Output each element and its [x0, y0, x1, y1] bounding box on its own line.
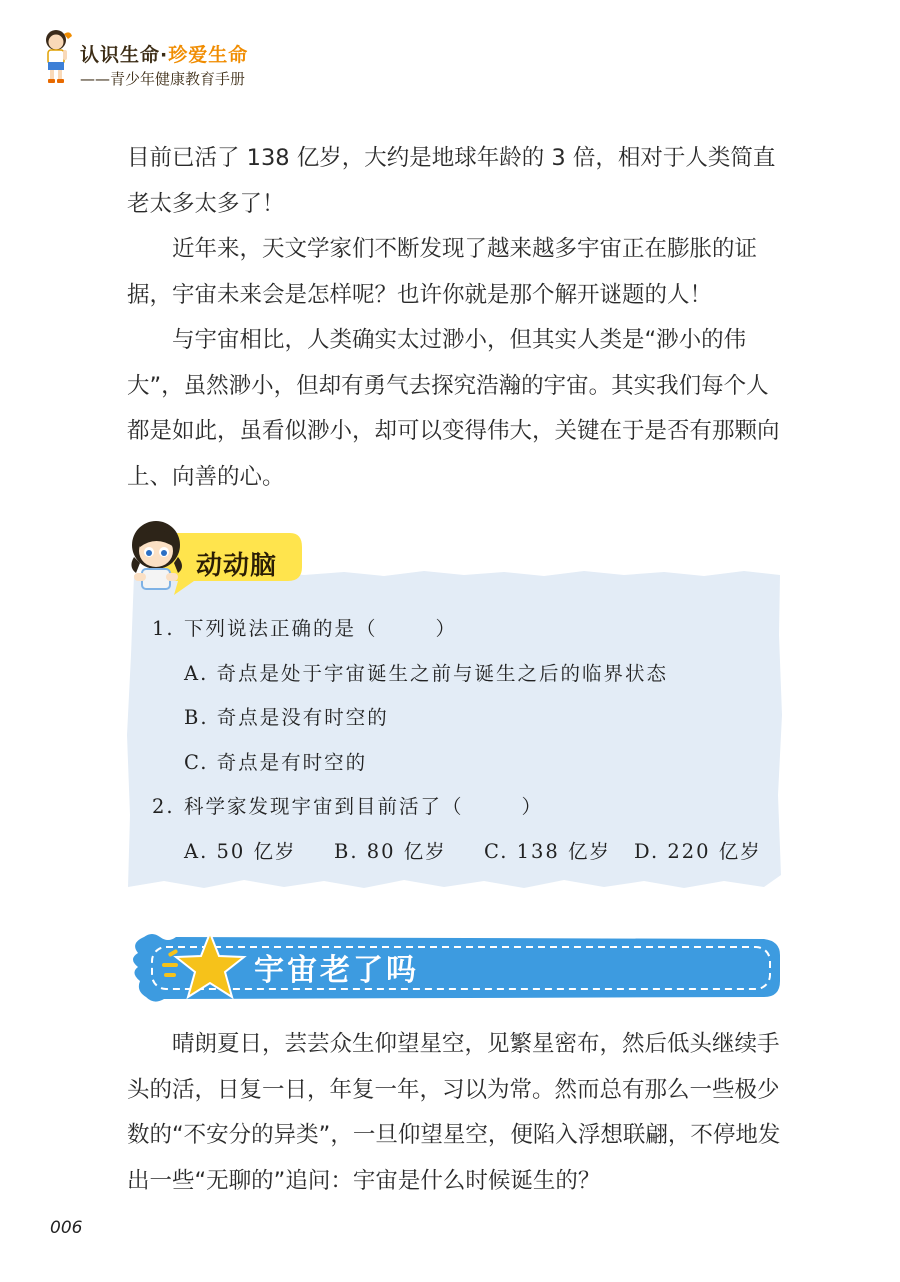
star-icon — [158, 925, 248, 1007]
paragraph-4: 晴朗夏日，芸芸众生仰望星空，见繁星密布，然后低头继续手头的活，日复一日，年复一年，习以为常。然而总有那么一些极少数的“不安分的异类”，一旦仰望星空，便陷入浮想联翩，不停地发出一些“无聊的”追问：宇宙是什么时候诞生的？ — [127, 1031, 781, 1194]
question-2-choice-d: D. 220 亿岁 — [634, 839, 762, 863]
question-1-close: ） — [435, 617, 458, 640]
question-2-choice-c: C. 138 亿岁 — [484, 839, 612, 863]
header-subtitle: ——青少年健康教育手册 — [80, 70, 246, 88]
section-banner — [124, 925, 784, 1007]
header-title-part1: 认识生命 — [80, 44, 161, 66]
question-2 — [152, 785, 772, 830]
question-2-choice-a: A. 50 亿岁 — [184, 839, 297, 863]
question-1-number: 1. — [152, 617, 175, 640]
think-box — [124, 515, 784, 900]
think-title: 动动脑 — [196, 551, 278, 581]
body-text-bottom — [127, 1022, 782, 1204]
page-header — [36, 28, 356, 98]
question-1-text: 下列说法正确的是（ — [184, 617, 378, 640]
page-number: 006 — [50, 1218, 83, 1238]
question-1-option-a: A. 奇点是处于宇宙诞生之前与诞生之后的临界状态 — [184, 661, 668, 685]
question-2-choice-b: B. 80 亿岁 — [334, 839, 447, 863]
paragraph-3: 与宇宙相比，人类确实太过渺小，但其实人类是“渺小的伟大”，虽然渺小，但却有勇气去探究浩瀚的宇宙。其实我们每个人都是如此，虽看似渺小，却可以变得伟大，关键在于是否有那颗向上、向善的心。 — [127, 327, 780, 490]
header-title — [80, 40, 248, 67]
question-1-option-b: B. 奇点是没有时空的 — [184, 706, 389, 729]
paragraph-1: 目前已活了 138 亿岁，大约是地球年龄的 3 倍，相对于人类简直老太多太多了！ — [127, 145, 776, 217]
question-1-option-c: C. 奇点是有时空的 — [184, 750, 368, 774]
boy-mascot-icon — [126, 517, 188, 595]
question-1 — [152, 607, 772, 652]
header-title-part2: 珍爱生命 — [168, 44, 249, 66]
question-2-choices — [152, 830, 772, 875]
body-text-top — [127, 136, 782, 500]
question-2-text: 科学家发现宇宙到目前活了（ — [184, 795, 464, 818]
girl-mascot-icon — [36, 28, 76, 86]
section-title: 宇宙老了吗 — [254, 953, 419, 988]
header-title-separator: · — [160, 44, 169, 66]
paragraph-2: 近年来，天文学家们不断发现了越来越多宇宙正在膨胀的证据，宇宙未来会是怎样呢？也许你就是那个解开谜题的人！ — [127, 236, 758, 308]
question-list — [152, 607, 772, 874]
question-2-close: ） — [521, 795, 544, 818]
question-2-number: 2. — [152, 795, 175, 818]
